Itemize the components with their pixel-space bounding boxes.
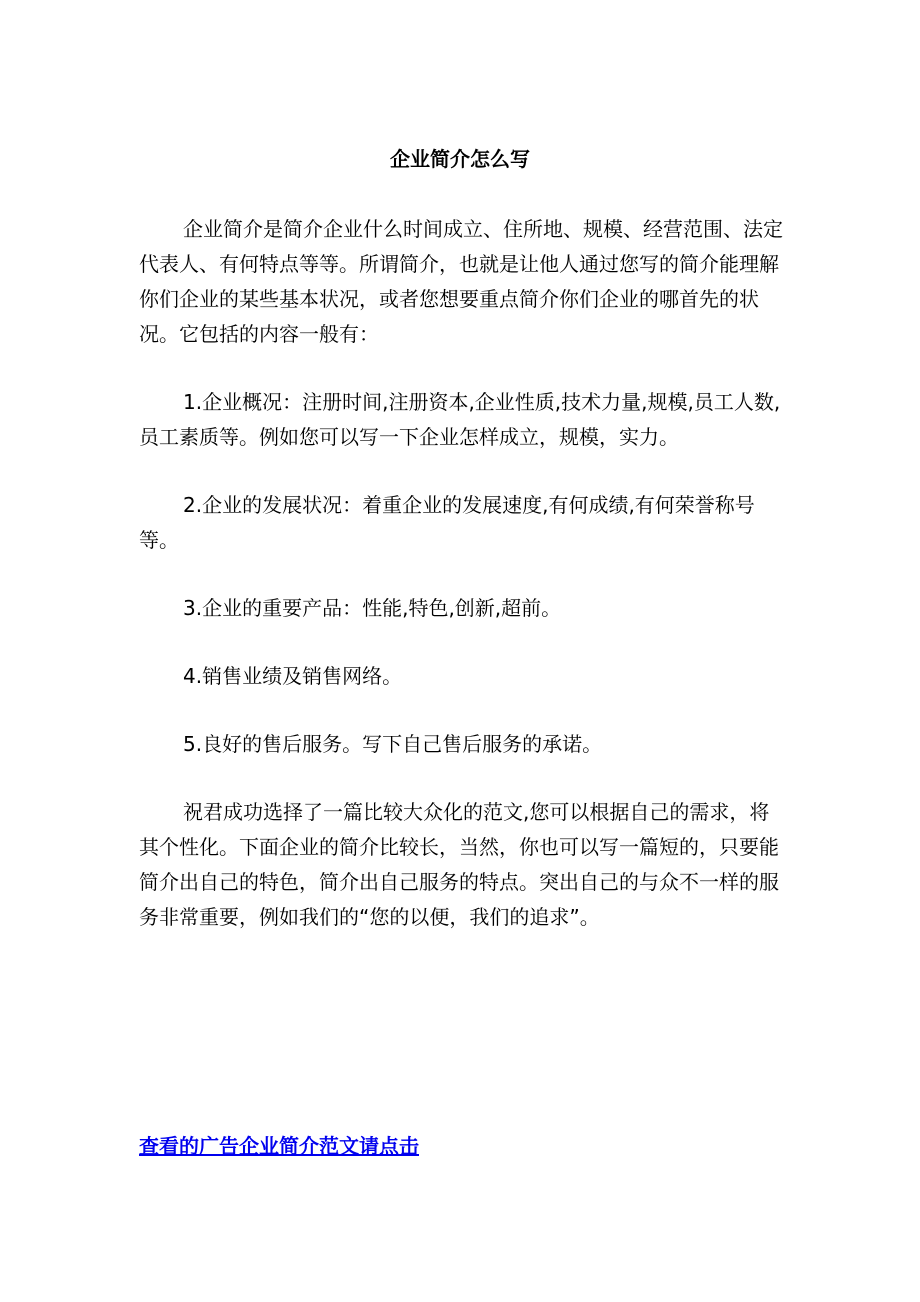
paragraph-item-4: 4.销售业绩及销售网络。 bbox=[183, 664, 403, 688]
paragraph-closing: 祝君成功选择了一篇比较大众化的范文,您可以根据自己的需求，将其个性化。下面企业的简介比较长，当然，你也可以写一篇短的，只要能简介出自己的特色，简介出自己服务的特点。突出自己的与众不一样的服务非常重要，例如我们的“您的以便，我们的追求”。 bbox=[139, 800, 779, 929]
paragraph-item-5: 5.良好的售后服务。写下自己售后服务的承诺。 bbox=[183, 732, 603, 756]
document-title: 企业简介怎么写 bbox=[390, 147, 530, 171]
sample-link[interactable]: 查看的广告企业简介范文请点击 bbox=[139, 1134, 419, 1158]
paragraph-item-3: 3.企业的重要产品：性能,特色,创新,超前。 bbox=[183, 596, 562, 620]
paragraph-item-2: 2.企业的发展状况：着重企业的发展速度,有何成绩,有何荣誉称号等。 bbox=[139, 493, 755, 552]
body-text bbox=[139, 212, 784, 935]
paragraph-item-1: 1.企业概况：注册时间,注册资本,企业性质,技术力量,规模,员工人数,员工素质等。例如您可以写一下企业怎样成立，规模，实力。 bbox=[139, 390, 781, 449]
paragraph-intro: 企业简介是简介企业什么时间成立、住所地、规模、经营范围、法定代表人、有何特点等等。所谓简介，也就是让他人通过您写的简介能理解你们企业的某些基本状况，或者您想要重点简介你们企业的哪首先的状况。它包括的内容一般有： bbox=[139, 217, 783, 346]
